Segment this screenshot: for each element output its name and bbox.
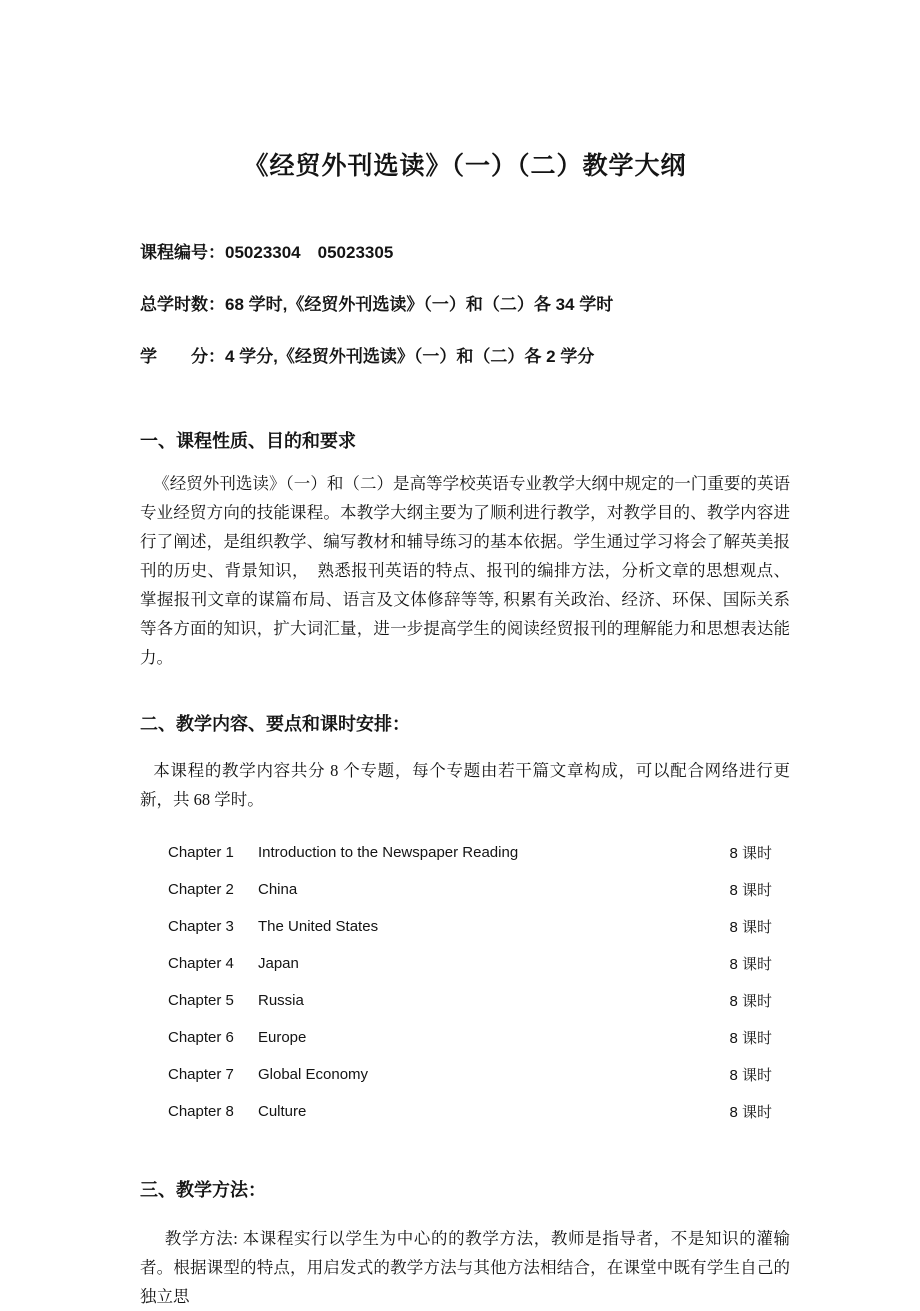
section-teaching-methods	[140, 1176, 790, 1311]
chapter-title: The United States	[258, 918, 379, 935]
section-3-paragraph: 教学方法: 本课程实行以学生为中心的的教学方法，教师是指导者，不是知识的灌输者。根据课型的特点，用启发式的教学方法与其他方法相结合，在课堂中既有学生自己的独立思	[140, 1229, 790, 1306]
section-1-paragraph: 《经贸外刊选读》（一）和（二）是高等学校英语专业教学大纲中规定的一门重要的英语专业经贸方向的技能课程。本教学大纲主要为了顺利进行教学，对教学目的、教学内容进行了阐述，是组织教学、编写教材和辅导练习的基本依据。学生通过学习将会了解英美报刊的历史、背景知识， 熟悉报刊英语的特点、报刊的编排方法，分析文章的思想观点、掌握报刊文章的谋篇布局、语言及文体修辞等等, 积累有关政治、经济、环保、国际关系等各方面的知识，扩大词汇量，进一步提高学生的阅读经贸报刊的理解能力和思想表达能力。	[140, 474, 790, 667]
chapter-title: Europe	[258, 1029, 307, 1046]
section-1-heading: 一、课程性质、目的和要求	[140, 431, 356, 451]
chapter-hours: 8 课时	[729, 993, 772, 1010]
chapter-row-3	[140, 908, 790, 945]
chapter-number: Chapter 2	[168, 881, 234, 898]
course-code-line	[140, 238, 790, 263]
chapter-title: Russia	[258, 992, 304, 1009]
chapter-title: Culture	[258, 1103, 307, 1120]
chapter-number: Chapter 3	[168, 918, 234, 935]
section-2-intro: 本课程的教学内容共分 8 个专题，每个专题由若干篇文章构成，可以配合网络进行更新，共 68 学时。	[140, 761, 790, 809]
credits-label: 学 分：	[140, 347, 225, 366]
section-2-heading: 二、教学内容、要点和课时安排：	[140, 714, 410, 734]
chapter-title: Japan	[258, 955, 299, 972]
chapter-hours: 8 课时	[729, 845, 772, 862]
chapter-number: Chapter 6	[168, 1029, 234, 1046]
page-title: 《经贸外刊选读》（一）（二）教学大纲	[243, 152, 687, 180]
course-info-block	[140, 238, 790, 367]
chapter-hours: 8 课时	[729, 919, 772, 936]
total-hours-label: 总学时数：	[140, 295, 225, 314]
chapter-row-5	[140, 982, 790, 1019]
chapter-title: Introduction to the Newspaper Reading	[258, 844, 519, 861]
credits-value: 4 学分,《经贸外刊选读》（一）和（二）各 2 学分	[225, 347, 595, 366]
course-code-label: 课程编号：	[140, 243, 225, 262]
chapter-row-2	[140, 871, 790, 908]
chapter-number: Chapter 7	[168, 1066, 234, 1083]
chapter-row-4	[140, 945, 790, 982]
credits-line	[140, 342, 790, 367]
chapter-number: Chapter 1	[168, 844, 234, 861]
chapter-title: China	[258, 881, 298, 898]
chapter-hours: 8 课时	[729, 1067, 772, 1084]
chapter-row-6	[140, 1019, 790, 1056]
chapter-row-8	[140, 1093, 790, 1130]
chapter-number: Chapter 4	[168, 955, 234, 972]
total-hours-line	[140, 290, 790, 315]
course-code-value: 05023304 05023305	[225, 243, 394, 262]
section-teaching-content	[140, 710, 790, 1130]
chapter-list	[140, 830, 790, 1130]
chapter-title: Global Economy	[258, 1066, 369, 1083]
chapter-hours: 8 课时	[729, 956, 772, 973]
chapter-row-1	[140, 834, 790, 871]
total-hours-value: 68 学时,《经贸外刊选读》（一）和（二）各 34 学时	[225, 295, 614, 314]
chapter-row-7	[140, 1056, 790, 1093]
section-3-heading: 三、教学方法：	[140, 1180, 266, 1200]
section-course-nature	[140, 427, 790, 672]
chapter-number: Chapter 8	[168, 1103, 234, 1120]
chapter-hours: 8 课时	[729, 1030, 772, 1047]
chapter-hours: 8 课时	[729, 1104, 772, 1121]
chapter-hours: 8 课时	[729, 882, 772, 899]
chapter-number: Chapter 5	[168, 992, 234, 1009]
